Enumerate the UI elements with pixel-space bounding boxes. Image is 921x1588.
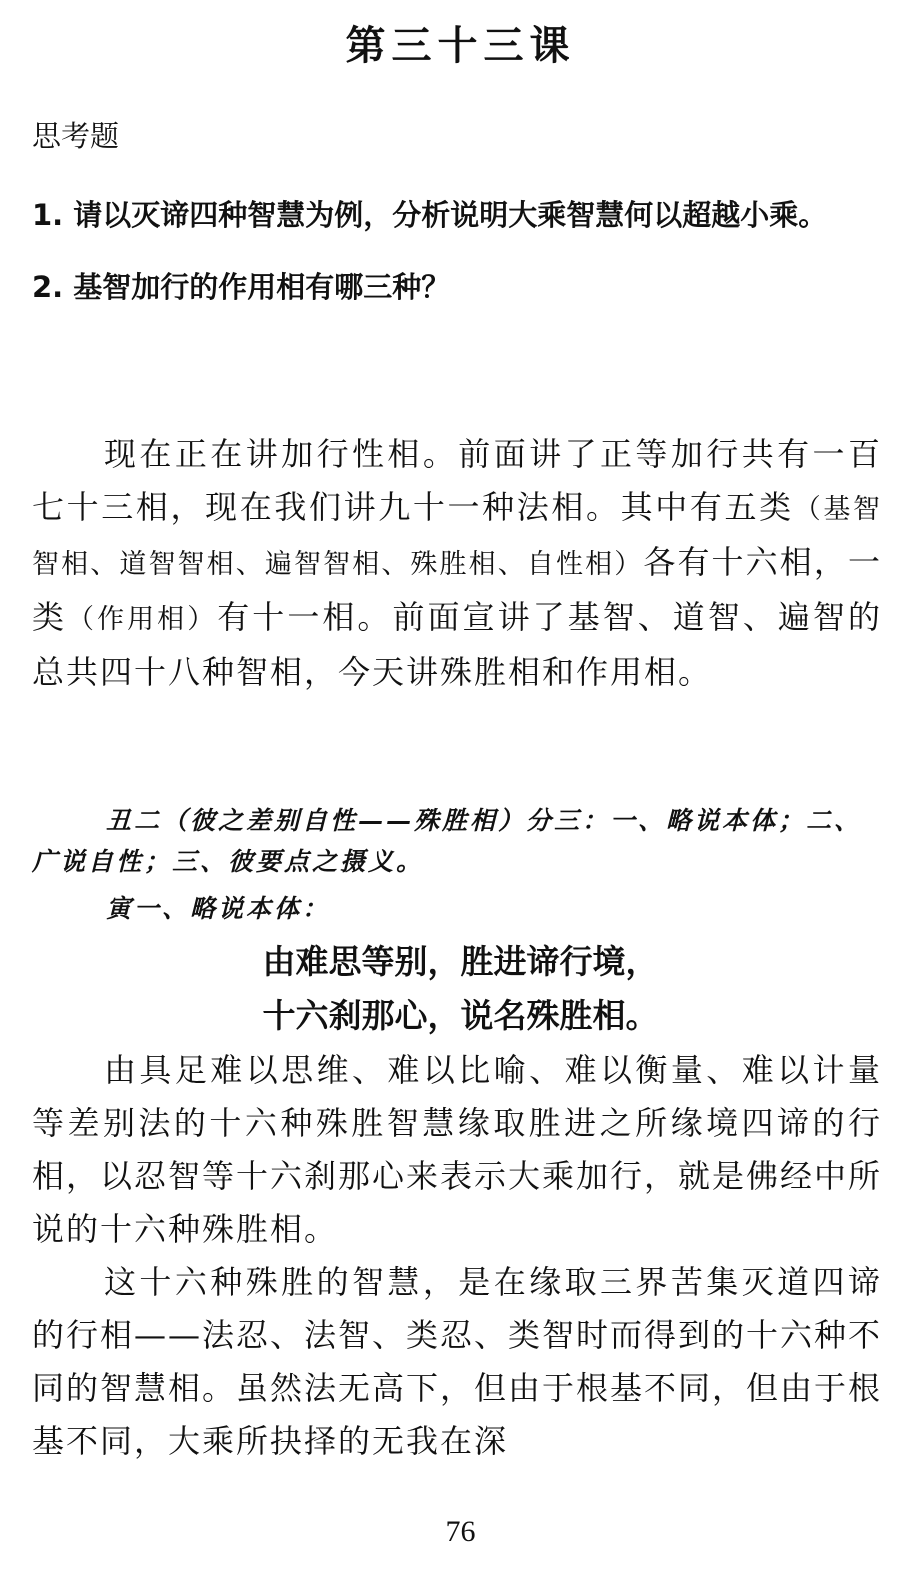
- paragraph-intro-part-b: 各有十六相，一类: [32, 543, 882, 636]
- question-2: 2. 基智加行的作用相有哪三种？: [32, 270, 451, 304]
- question-1: 1. 请以灭谛四种智慧为例，分析说明大乘智慧何以超越小乘。: [32, 198, 828, 232]
- paragraph-explanation: 由具足难以思维、难以比喻、难以衡量、难以计量等差别法的十六种殊胜智慧缘取胜进之所缘境四谛的行相，以忍智等十六刹那心来表示大乘加行，就是佛经中所说的十六种殊胜相。: [32, 1051, 883, 1248]
- paragraph-intro-part-c: 有十一相。前面宣讲了基智、道智、遍智的总共四十八种智相，今天讲殊胜相和作用相。: [32, 598, 882, 691]
- subsection-heading: 寅一、略说本体：: [106, 894, 331, 923]
- verse-line-2: 十六刹那心，说名殊胜相。: [262, 996, 659, 1035]
- lesson-title: 第三十三课: [345, 22, 576, 69]
- verse-line-1: 由难思等别，胜进谛行境，: [262, 942, 659, 981]
- paragraph-intro-paren-1: （基智智相、道智智相、遍智智相、殊胜相、自性相）: [32, 494, 882, 580]
- paragraph-commentary: 这十六种殊胜的智慧，是在缘取三界苦集灭道四谛的行相——法忍、法智、类忍、类智时而得到的十六种不同的智慧相。虽然法无高下，但由于根基不同，但由于根基不同，大乘所抉择的无我在深: [32, 1263, 883, 1460]
- paragraph-intro-part-a: 现在正在讲加行性相。前面讲了正等加行共有一百七十三相，现在我们讲九十一种法相。其中有五类: [32, 435, 882, 526]
- section-heading: 丑二（彼之差别自性——殊胜相）分三：一、略说本体；二、广说自性；三、彼要点之摄义。: [32, 806, 863, 876]
- paragraph-intro-paren-2: （作用相）: [67, 604, 218, 635]
- paragraph-intro: [32, 428, 882, 699]
- page-number: 76: [445, 1515, 476, 1548]
- questions-label: 思考题: [32, 119, 120, 153]
